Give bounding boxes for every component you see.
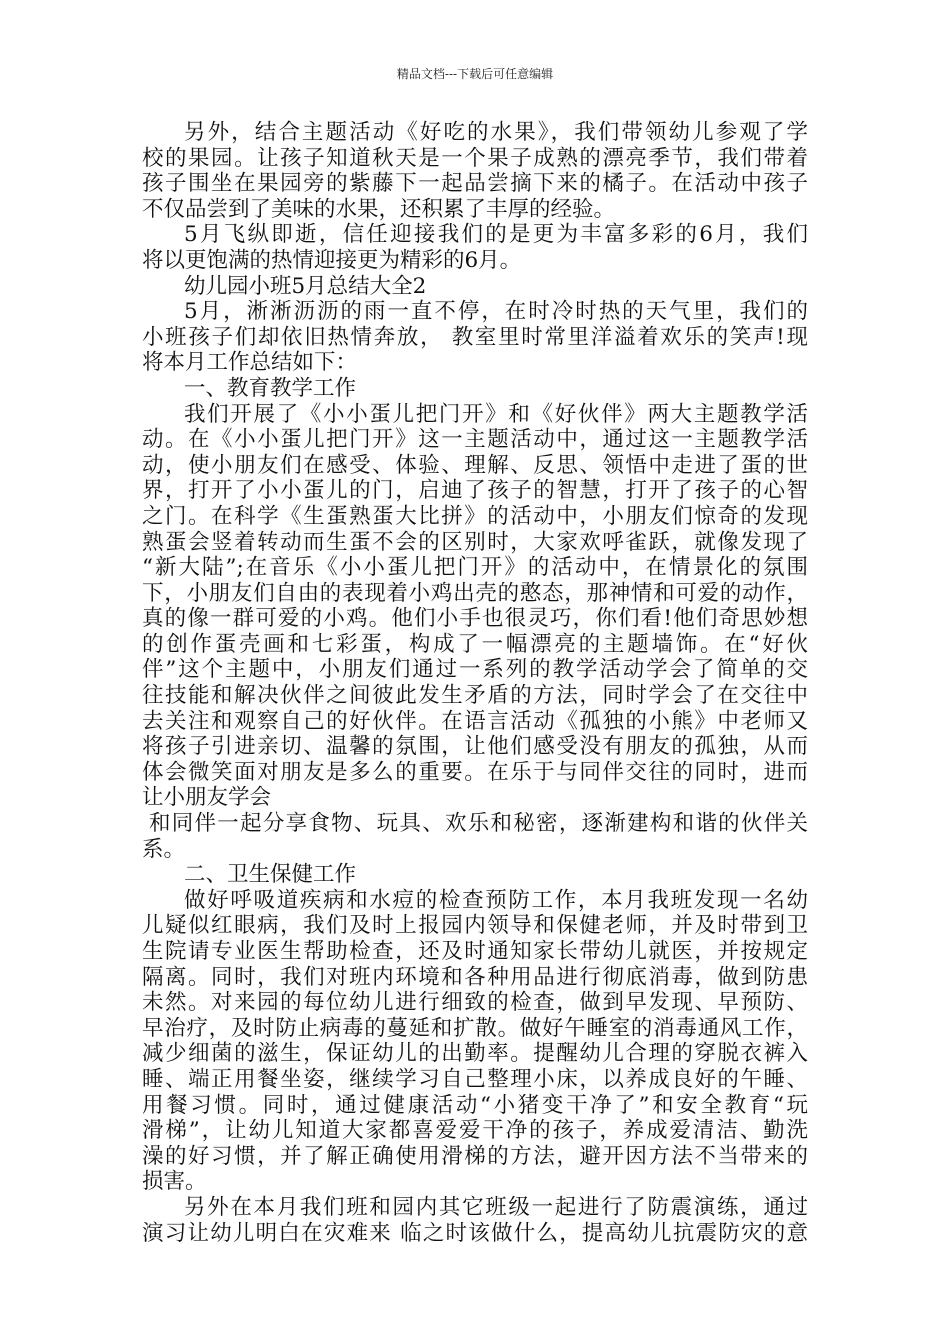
text-line: 二、卫生保健工作 bbox=[184, 862, 357, 888]
page-header: 精品文档---下载后可任意编辑 bbox=[396, 67, 554, 81]
text-line: 另外，结合主题活动《好吃的水果》，我们带领幼儿参观了学 bbox=[184, 120, 808, 145]
text-line: 将孩子引进亲切、温馨的氛围，让他们感受没有朋友的孤独，从而 bbox=[142, 734, 808, 760]
text-line: 儿疑似红眼病，我们及时上报园内领导和保健老师，并及时带到卫 bbox=[142, 913, 808, 939]
text-line: 用餐习惯。同时，通过健康活动“小猪变干净了”和安全教育“玩 bbox=[142, 1092, 808, 1118]
text-line: 熟蛋会竖着转动而生蛋不会的区别时，大家欢呼雀跃，就像发现了 bbox=[142, 529, 808, 555]
document-body bbox=[142, 120, 808, 1246]
text-line: 动。在《小小蛋儿把门开》这一主题活动中，通过这一主题教学活 bbox=[142, 427, 808, 453]
text-line: 一、教育教学工作 bbox=[184, 375, 357, 401]
text-line: 让小朋友学会 bbox=[142, 785, 272, 811]
text-line: 真的像一群可爱的小鸡。他们小手也很灵巧，你们看!他们奇思妙想 bbox=[142, 606, 808, 632]
text-line: 的创作蛋壳画和七彩蛋，构成了一幅漂亮的主题墙饰。在“好伙 bbox=[142, 631, 808, 657]
text-line: 生院请专业医生帮助检查，还及时通知家长带幼儿就医，并按规定 bbox=[142, 939, 808, 964]
text-line: 往技能和解决伙伴之间彼此发生矛盾的方法，同时学会了在交往中 bbox=[142, 683, 808, 709]
text-line: 和同伴一起分享食物、玩具、欢乐和秘密，逐渐建构和谐的伙伴关 bbox=[149, 811, 808, 837]
text-line: 将以更饱满的热情迎接更为精彩的6月。 bbox=[142, 247, 522, 273]
text-line: 滑梯”，让幼儿知道大家都喜爱爱干净的孩子，养成爱清洁、勤洗 bbox=[142, 1118, 808, 1144]
text-line: 系。 bbox=[142, 836, 186, 862]
text-line: 校的果园。让孩子知道秋天是一个果子成熟的漂亮季节，我们带着 bbox=[142, 145, 808, 171]
text-line: 隔离。同时，我们对班内环境和各种用品进行彻底消毒，做到防患 bbox=[142, 964, 808, 990]
text-line: 睡、端正用餐坐姿，继续学习自己整理小床，以养成良好的午睡、 bbox=[142, 1066, 808, 1092]
text-line: 下，小朋友们自由的表现着小鸡出壳的憨态，那神情和可爱的动作， bbox=[142, 580, 808, 606]
text-line: 小班孩子们却依旧热情奔放， 教室里时常里洋溢着欢乐的笑声!现 bbox=[142, 324, 808, 350]
text-line: “新大陆”;在音乐《小小蛋儿把门开》的活动中，在情景化的氛围 bbox=[142, 555, 808, 581]
text-line: 做好呼吸道疾病和水痘的检查预防工作，本月我班发现一名幼 bbox=[184, 887, 808, 913]
text-line: 5月飞纵即逝，信任迎接我们的是更为丰富多彩的6月，我们 bbox=[184, 222, 808, 248]
text-line: 幼儿园小班5月总结大全2 bbox=[184, 273, 427, 299]
text-line: 5月，淅淅沥沥的雨一直不停，在时冷时热的天气里，我们的 bbox=[184, 299, 808, 325]
text-line: 演习让幼儿明白在灾难来 临之时该做什么，提高幼儿抗震防灾的意 bbox=[142, 1220, 808, 1246]
text-line: 未然。对来园的每位幼儿进行细致的检查，做到早发现、早预防、 bbox=[142, 990, 808, 1016]
text-line: 孩子围坐在果园旁的紫藤下一起品尝摘下来的橘子。在活动中孩子 bbox=[142, 171, 808, 197]
text-line: 将本月工作总结如下： bbox=[142, 350, 358, 376]
text-line: 损害。 bbox=[142, 1169, 207, 1195]
text-line: 澡的好习惯，并了解正确使用滑梯的方法，避开因方法不当带来的 bbox=[142, 1143, 808, 1169]
text-line: 我们开展了《小小蛋儿把门开》和《好伙伴》两大主题教学活 bbox=[184, 401, 808, 427]
text-line: 体会微笑面对朋友是多么的重要。在乐于与同伴交往的同时，进而 bbox=[142, 759, 808, 785]
text-line: 界，打开了小小蛋儿的门，启迪了孩子的智慧，打开了孩子的心智 bbox=[142, 478, 808, 504]
text-line: 之门。在科学《生蛋熟蛋大比拼》的活动中，小朋友们惊奇的发现 bbox=[142, 503, 808, 529]
text-line: 动，使小朋友们在感受、体验、理解、反思、领悟中走进了蛋的世 bbox=[142, 452, 808, 478]
text-line: 去关注和观察自己的好伙伴。在语言活动《孤独的小熊》中老师又 bbox=[142, 708, 808, 734]
text-line: 伴”这个主题中，小朋友们通过一系列的教学活动学会了简单的交 bbox=[142, 657, 808, 683]
text-line: 减少细菌的滋生，保证幼儿的出勤率。提醒幼儿合理的穿脱衣裤入 bbox=[142, 1041, 808, 1067]
text-line: 不仅品尝到了美味的水果，还积累了丰厚的经验。 bbox=[142, 196, 616, 222]
text-line: 另外在本月我们班和园内其它班级一起进行了防震演练，通过 bbox=[184, 1194, 808, 1220]
text-line: 早治疗，及时防止病毒的蔓延和扩散。做好午睡室的消毒通风工作， bbox=[142, 1015, 808, 1041]
